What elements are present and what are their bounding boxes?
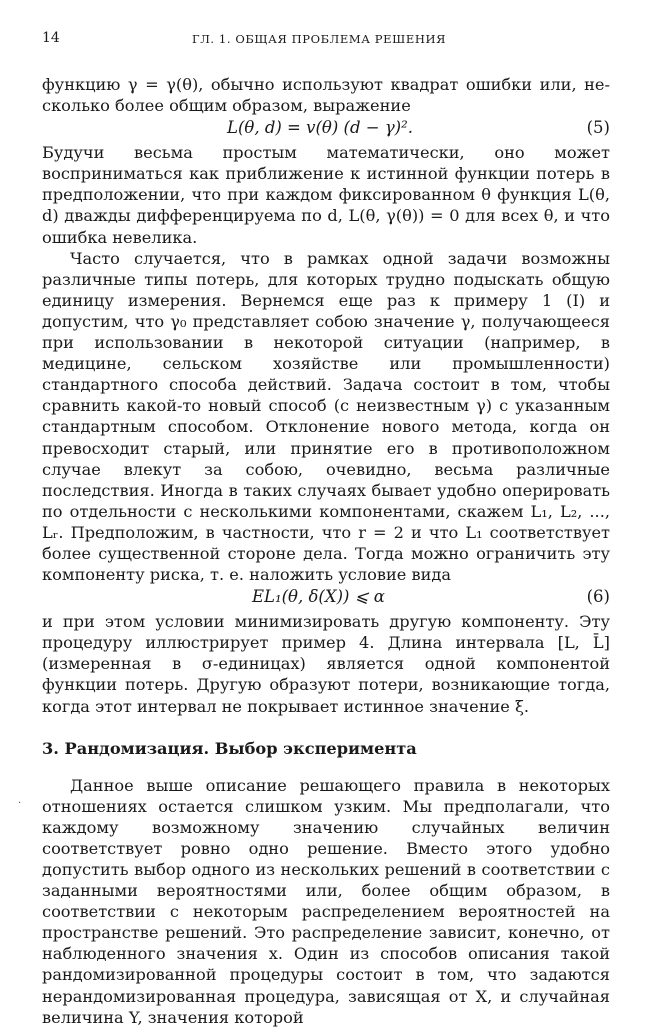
formula-5 — [42, 116, 610, 142]
formula-6-number: (6) — [586, 587, 610, 607]
section-heading: 3. Рандомизация. Выбор эксперимента — [42, 738, 417, 758]
formula-5-expression: L(θ, d) = v(θ) (d − γ)². — [227, 118, 413, 138]
formula-5-number: (5) — [586, 118, 610, 138]
paragraph-interval-example: и при этом условии минимизировать другую компоненту. Эту процедуру иллюстрирует пример 4. Длина интервала [L, L̄] (измеренная в σ-единицах) является одной компонентой функции потерь. Другую образуют потери, возникающие тогда, когда этот интервал не покрывает истинное значение ξ. — [42, 612, 610, 716]
paragraph-loss-approximation: Будучи весьма простым математически, оно может восприниматься как приближение к истинной функции потерь в предположении, что при каждом фиксированном θ функция L(θ, d) дважды дифференцируема по d, L(θ, γ(θ)) = 0 для всех θ, и что ошибка невелика. — [42, 143, 610, 247]
book-page — [42, 30, 610, 1028]
paragraph-continuation: функцию γ = γ(θ), обычно используют квадрат ошибки или, несколько более общим образом, выражение — [42, 75, 610, 116]
running-title: ГЛ. 1. ОБЩАЯ ПРОБЛЕМА РЕШЕНИЯ — [192, 32, 446, 46]
margin-mark: · — [18, 798, 22, 809]
formula-6 — [42, 585, 610, 611]
page-number: 14 — [42, 30, 60, 46]
paragraph-randomization: Данное выше описание решающего правила в некоторых отношениях остается слишком узким. Мы предполагали, что каждому возможному значению случайных величин соответствует ровно одно решение. Вместо этого удобно допустить выбор одного из нескольких решений в соответствии с заданными вероятностями или, более общим образом, в соответствии с некоторым распределением вероятностей на пространстве решений. Это распределение зависит, конечно, от наблюденного значения x. Один из способов описания такой рандомизированной процедуры состоит в том, что задаются нерандомизированная процедура, зависящая от X, и случайная величина Y, значения которой — [42, 775, 610, 1027]
page-header — [42, 30, 610, 52]
formula-6-expression: EL₁(θ, δ(X)) ⩽ α — [252, 587, 385, 607]
paragraph-loss-components: Часто случается, что в рамках одной задачи возможны различные типы потерь, для которых трудно подыскать общую единицу измерения. Вернемся еще раз к примеру 1 (I) и допустим, что γ₀ представляет собою значение γ, получающееся при использовании в некоторой ситуации (например, в медицине, сельском хозяйстве или промышленности) стандартного способа действий. Задача состоит в том, чтобы сравнить какой-то новый способ (с неизвестным γ) с указанным стандартным способом. Отклонение нового метода, когда он превосходит старый, или принятие его в противоположном случае влекут за собою, очевидно, весьма различные последствия. Иногда в таких случаях бывает удобно оперировать по отдельности с несколькими компонентами, скажем L₁, L₂, ..., Lᵣ. Предположим, в частности, что r = 2 и что L₁ соответствует более существенной стороне дела. Тогда можно ограничить эту компоненту риска, т. е. наложить условие вида — [42, 248, 610, 585]
